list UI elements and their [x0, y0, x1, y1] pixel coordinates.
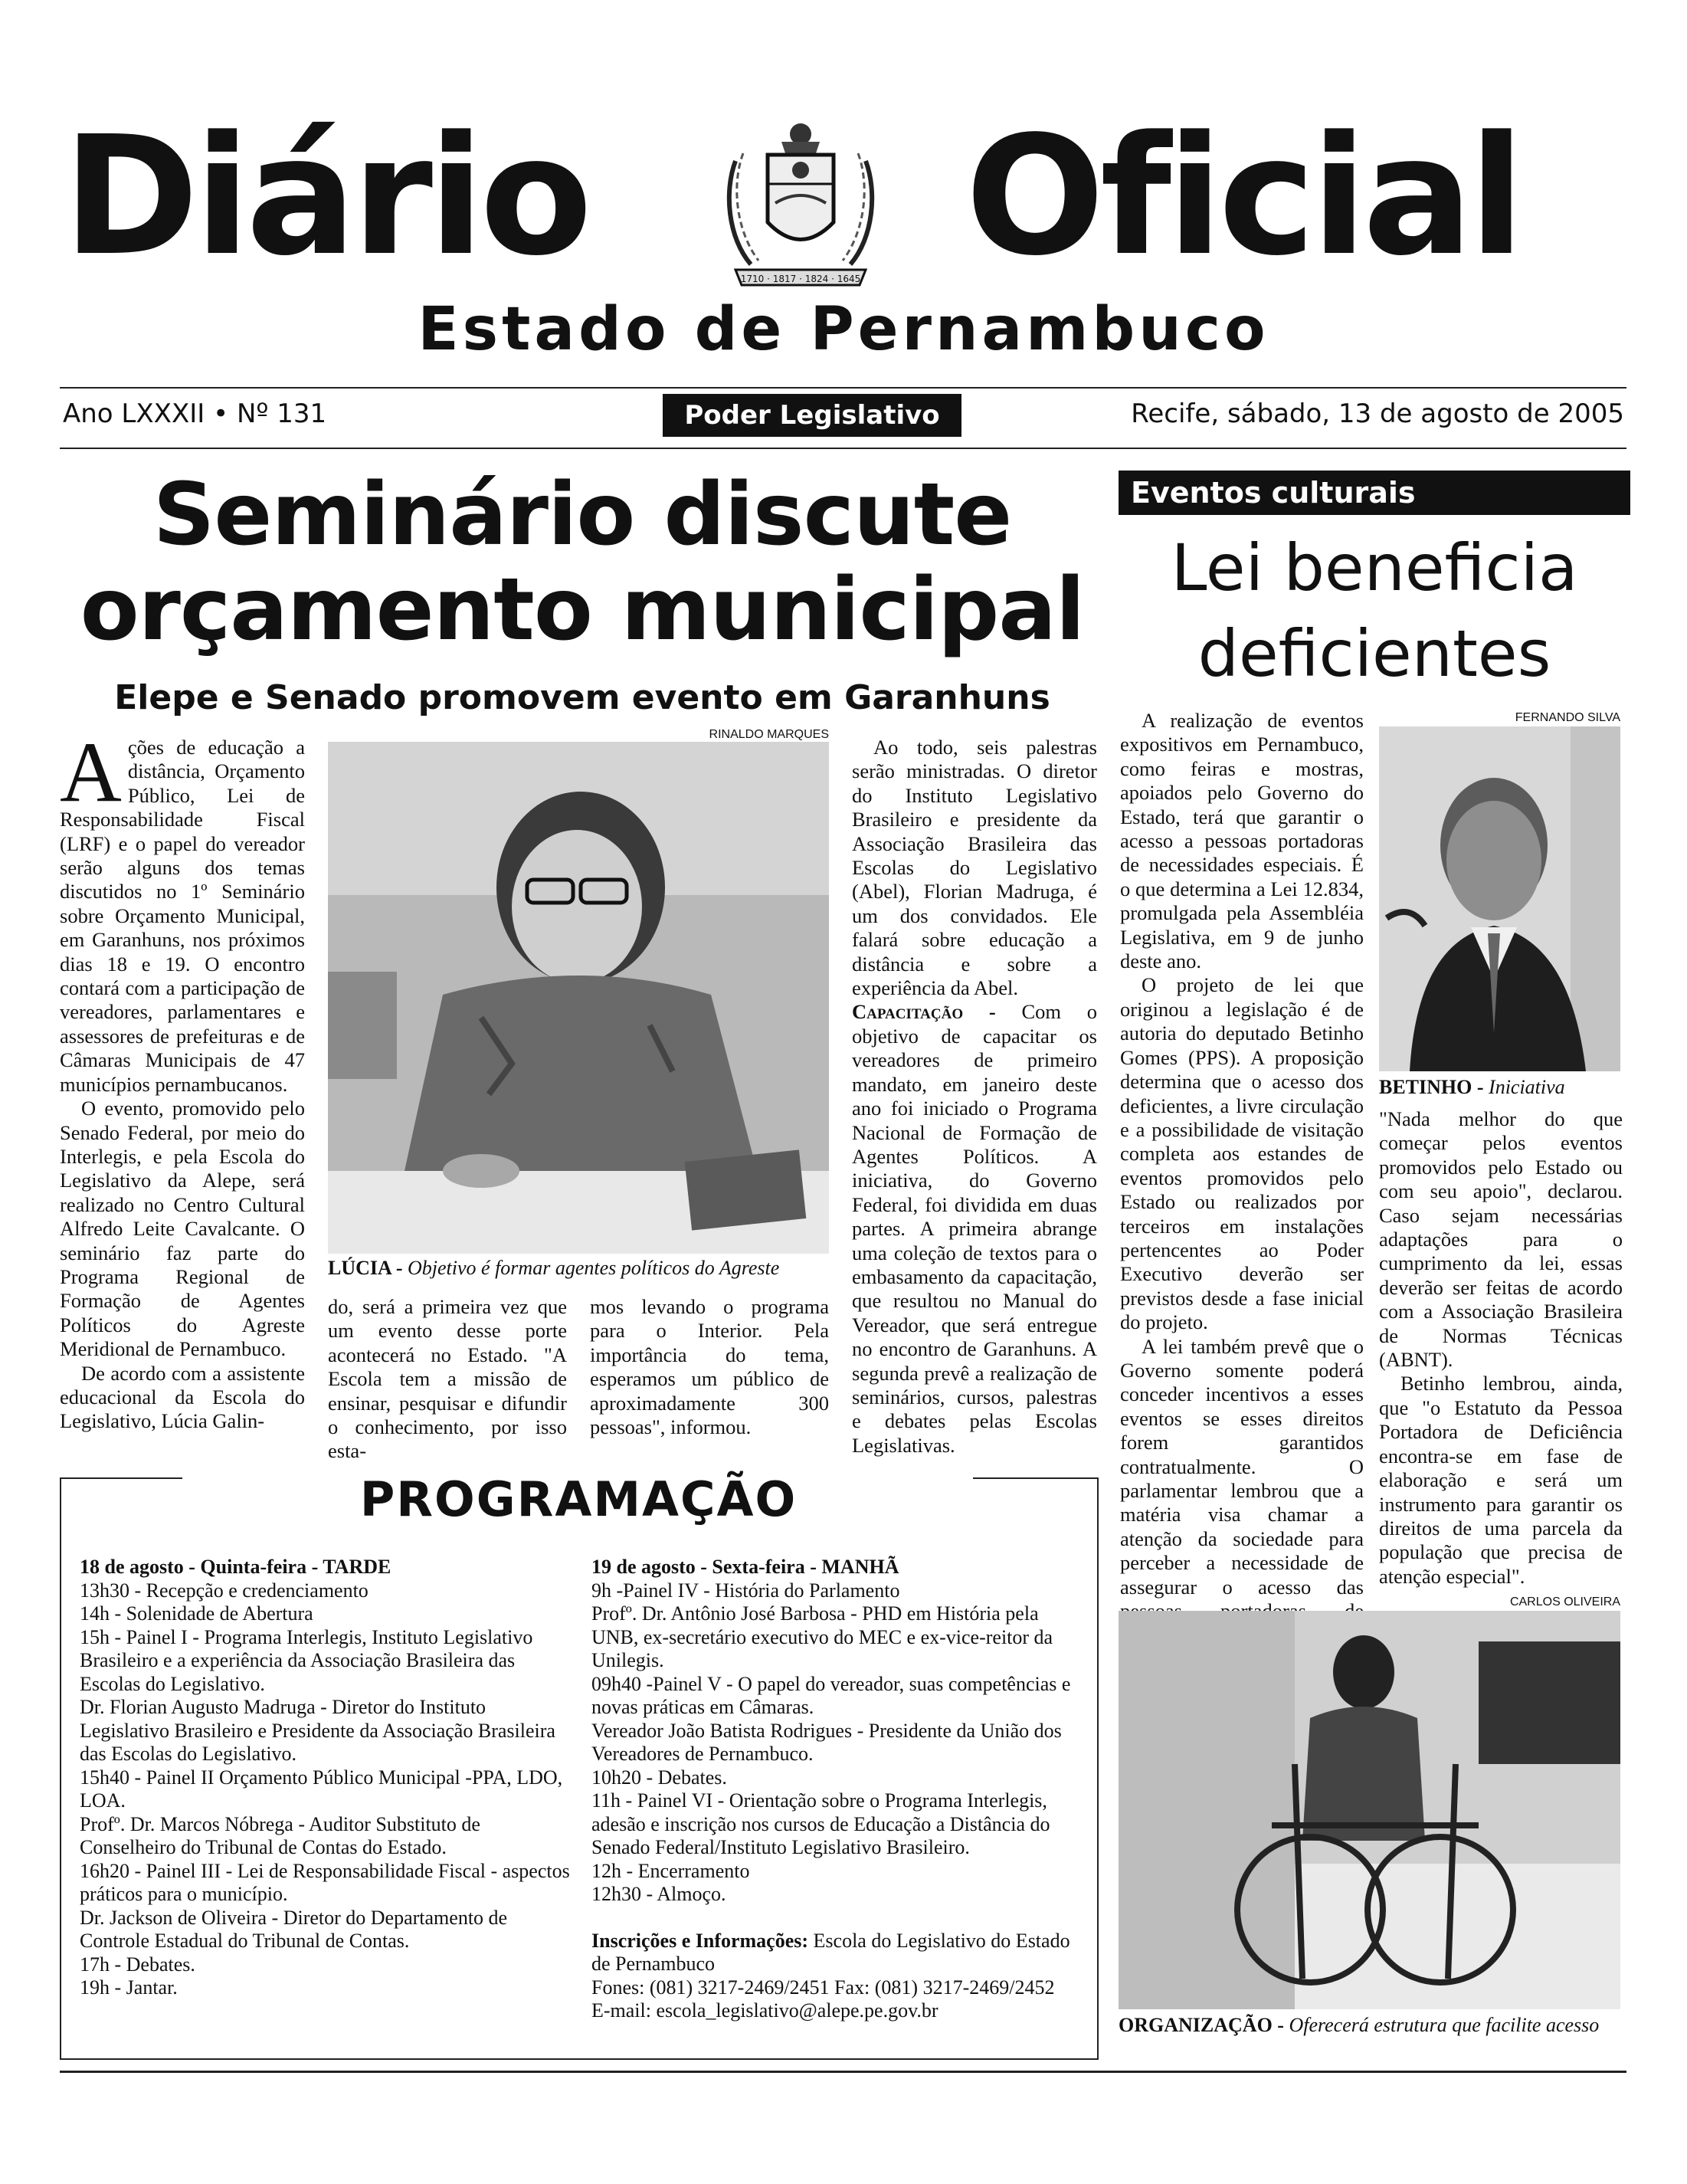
photo-wheelchair	[1119, 1611, 1620, 2009]
day1-item: Dr. Florian Augusto Madruga - Diretor do Instituto Legislativo Brasileiro e Presidente da Associação Brasileira das Escolas do Legislativo.	[80, 1696, 555, 1765]
prog-box-top-left-rule	[60, 1477, 182, 1479]
day2-item: 12h - Encerramento	[591, 1859, 750, 1882]
day1-heading: 18 de agosto - Quinta-feira - TARDE	[80, 1556, 391, 1578]
day1-item: Dr. Jackson de Oliveira - Diretor do Departamento de Controle Estadual do Tribunal de Contas.	[80, 1906, 508, 1952]
contact-label: Inscrições e Informações:	[591, 1929, 809, 1952]
caption-text-lucia: Objetivo é formar agentes políticos do Agreste	[402, 1257, 780, 1279]
main-col1-para1: ções de educação a distância, Orçamento Público, Lei de Responsabilidade Fiscal (LRF) e o papel do vereador serão alguns dos temas discutidos no 1º Seminário sobre Orçamento Municipal, em Garanhuns, nos próximos dias 18 e 19. O encontro contará com a participação de vereadores, parlamentares e assessores de prefeituras e de Câmaras Municipais de 47 municípios pernambucanos.	[60, 736, 305, 1096]
photo-betinho	[1379, 726, 1620, 1071]
day2-item: 12h30 - Almoço.	[591, 1883, 726, 1905]
day2-item: 9h -Painel IV - História do Parlamento	[591, 1579, 900, 1602]
crest-ribbon-text: 1710 · 1817 · 1824 · 1645	[740, 274, 861, 284]
main-col3-text: mos levando o programa para o Interior. Pela importância do tema, esperamos um público de aproximadamente 300 pessoas", informou.	[590, 1295, 829, 1439]
main-column-3	[590, 1295, 829, 1439]
side-colB-para2: Betinho lembrou, ainda, que "o Estatuto da Pessoa Portadora de Deficiência encontra-se em fase de elaboração e será um instrumento para garantir os direitos de uma parcela da população que precisa de atenção especial".	[1379, 1372, 1623, 1588]
photo-credit-organizacao: CARLOS OLIVEIRA	[1509, 1595, 1620, 1608]
day1-item: Profº. Dr. Marcos Nóbrega - Auditor Substituto de Conselheiro do Tribunal de Contas do Estado.	[80, 1812, 480, 1858]
day1-item: 15h - Painel I - Programa Interlegis, Instituto Legislativo Brasileiro e a experiência da Associação Brasileira das Escolas do Legislativo.	[80, 1625, 533, 1695]
day1-item: 13h30 - Recepção e credenciamento	[80, 1579, 369, 1602]
caption-text-betinho: Iniciativa	[1483, 1076, 1565, 1098]
main-headline	[54, 465, 1111, 660]
day1-item: 17h - Debates.	[80, 1953, 195, 1976]
masthead-title-left: Diário	[63, 101, 588, 292]
masthead-title-right: Oficial	[965, 101, 1521, 292]
drop-cap: A	[60, 725, 122, 820]
side-colA-para1: A realização de eventos expositivos em Pernambuco, como feiras e mostras, apoiados pelo Governo do Estado, terá que garantir o acesso a pessoas portadoras de necessidades especiais. É o que determina a Lei 12.834, promulgada pela Assembléia Legislativa, em 9 de junho deste ano.	[1120, 709, 1364, 973]
main-col4-para1: Ao todo, seis palestras serão ministradas. O diretor do Instituto Legislativo Brasileiro e presidente da Associação Brasileira das Escolas do Legislativo (Abel), Florian Madruga, é um dos convidados. Ele falará sobre educação a distância e sobre a experiência da Abel.	[852, 736, 1097, 1000]
header-bottom-rule	[60, 448, 1626, 449]
day1-item: 19h - Jantar.	[80, 1976, 178, 1999]
section-tag: Poder Legislativo	[663, 394, 961, 437]
programacao-day2	[591, 1556, 1082, 2023]
photo-caption-betinho	[1379, 1076, 1624, 1099]
dateline: Recife, sábado, 13 de agosto de 2005	[1131, 398, 1624, 429]
side-colB-para1: "Nada melhor do que começar pelos eventos promovidos pelo Estado ou com seu apoio", declarou. Caso sejam necessárias adaptações para o cumprimento da lei, essas deverão ser feitas de acordo com a Associação Brasileira de Normas Técnicas (ABNT).	[1379, 1107, 1623, 1372]
caption-name-lucia: LÚCIA -	[328, 1257, 403, 1279]
side-headline-line1: Lei beneficia	[1171, 530, 1578, 605]
side-colA-para2: O projeto de lei que originou a legislação é de autoria do deputado Betinho Gomes (PPS). A proposição determina que o acesso dos deficientes, a livre circulação e a possibilidade de visitação completa aos estandes de eventos promovidos pelo Estado ou realizados por terceiros em instalações pertencentes ao Poder Executivo deverão ser previstos desde a fase inicial do projeto.	[1120, 973, 1364, 1334]
photo-caption-lucia	[328, 1257, 849, 1280]
caption-text-organizacao: Oferecerá estrutura que facilite acesso	[1283, 2014, 1600, 2036]
photo-lucia	[328, 742, 829, 1254]
photo-credit-betinho: FERNANDO SILVA	[1515, 711, 1620, 724]
state-crest-emblem	[720, 107, 881, 295]
contact-text: Escola do Legislativo do Estado de Pernambuco	[591, 1929, 1070, 1975]
main-col1-para2: O evento, promovido pelo Senado Federal, por meio do Interlegis, e pela Escola do Legislativo da Alepe, será realizado no Centro Cultural Alfredo Leite Cavalcante. O seminário faz parte do Programa Regional de Formação de Agentes Políticos do Agreste Meridional de Pernambuco.	[60, 1097, 305, 1361]
side-column-a	[1120, 709, 1364, 1648]
contact-block	[591, 1930, 1082, 2023]
day1-item: 15h40 - Painel II Orçamento Público Municipal -PPA, LDO, LOA.	[80, 1766, 563, 1812]
eventos-culturais-label: Eventos culturais	[1131, 476, 1416, 510]
top-rule	[60, 387, 1626, 389]
main-headline-line1: Seminário discute	[152, 465, 1012, 565]
caption-name-organizacao: ORGANIZAÇÃO -	[1119, 2014, 1284, 2036]
photo-caption-organizacao	[1119, 2014, 1632, 2037]
day2-item: Profº. Dr. Antônio José Barbosa - PHD em História pela UNB, ex-secretário executivo do MEC e ex-vice-reitor da Unilegis.	[591, 1602, 1053, 1671]
main-column-1	[60, 725, 305, 1434]
main-subheadline: Elepe e Senado promovem evento em Garanhuns	[114, 678, 1050, 717]
contact-email: E-mail: escola_legislativo@alepe.pe.gov.br	[591, 1999, 938, 2022]
main-column-4	[852, 736, 1097, 1458]
day1-item: 14h - Solenidade de Abertura	[80, 1602, 313, 1625]
photo-credit-lucia: RINALDO MARQUES	[709, 728, 829, 741]
contact-phones: Fones: (081) 3217-2469/2451 Fax: (081) 3217-2469/2452	[591, 1976, 1055, 1999]
day2-item: 09h40 -Painel V - O papel do vereador, suas competências e novas práticas em Câmaras.	[591, 1672, 1071, 1718]
day2-item: Vereador João Batista Rodrigues - Presidente da União dos Vereadores de Pernambuco.	[591, 1719, 1062, 1765]
day2-heading: 19 de agosto - Sexta-feira - MANHÃ	[591, 1556, 899, 1578]
day2-item: 11h - Painel VI - Orientação sobre o Programa Interlegis, adesão e inscrição nos cursos de Educação a Distância do Senado Federal/Instituto Legislativo Brasileiro.	[591, 1789, 1050, 1858]
eventos-culturais-bar	[1119, 471, 1630, 515]
masthead-subtitle: Estado de Pernambuco	[418, 295, 1269, 364]
day1-item: 16h20 - Painel III - Lei de Responsabilidade Fiscal - aspectos práticos para o município.	[80, 1859, 570, 1905]
main-column-2	[328, 1295, 567, 1464]
prog-box-top-right-rule	[973, 1477, 1097, 1479]
programacao-title: PROGRAMAÇÃO	[359, 1471, 798, 1527]
main-col4-para2: Com o objetivo de capacitar os vereadores de primeiro mandato, em janeiro deste ano foi iniciado o Programa Nacional de Formação de Agentes Políticos. A iniciativa, do Governo Federal, foi dividida em duas partes. A primeira abrange uma coleção de textos para o embasamento da capacitação, que resultou no Manual do Vereador, que será entregue no encontro de Garanhuns. A segunda prevê a realização de seminários, cursos, palestras e debates pelas Escolas Legislativas.	[852, 1000, 1097, 1457]
side-column-b	[1379, 1107, 1623, 1589]
day2-item: 10h20 - Debates.	[591, 1766, 727, 1789]
side-headline	[1119, 525, 1630, 697]
main-headline-line2: orçamento municipal	[80, 560, 1085, 660]
programacao-day1	[80, 1556, 570, 2000]
side-headline-line2: deficientes	[1197, 616, 1551, 691]
runin-capacitacao: Capacitação -	[852, 1000, 996, 1024]
main-col2-text: do, será a primeira vez que um evento desse porte acontecerá no Estado. "A Escola tem a missão de ensinar, pesquisar e difundir o conhecimento, por isso esta-	[328, 1295, 567, 1463]
main-col1-para3: De acordo com a assistente educacional da Escola do Legislativo, Lúcia Galin-	[60, 1361, 305, 1433]
issue-number: Ano LXXXII • Nº 131	[63, 398, 327, 429]
bottom-rule	[60, 2071, 1626, 2073]
side-colA-para3: A lei também prevê que o Governo somente poderá conceder incentivos a esses eventos se esses direitos forem garantidos contratualmente. O parlamentar lembrou que a matéria visa chamar a atenção da sociedade para perceber a necessidade de assegurar o acesso das	[1120, 1334, 1364, 1599]
caption-name-betinho: BETINHO -	[1379, 1076, 1484, 1098]
